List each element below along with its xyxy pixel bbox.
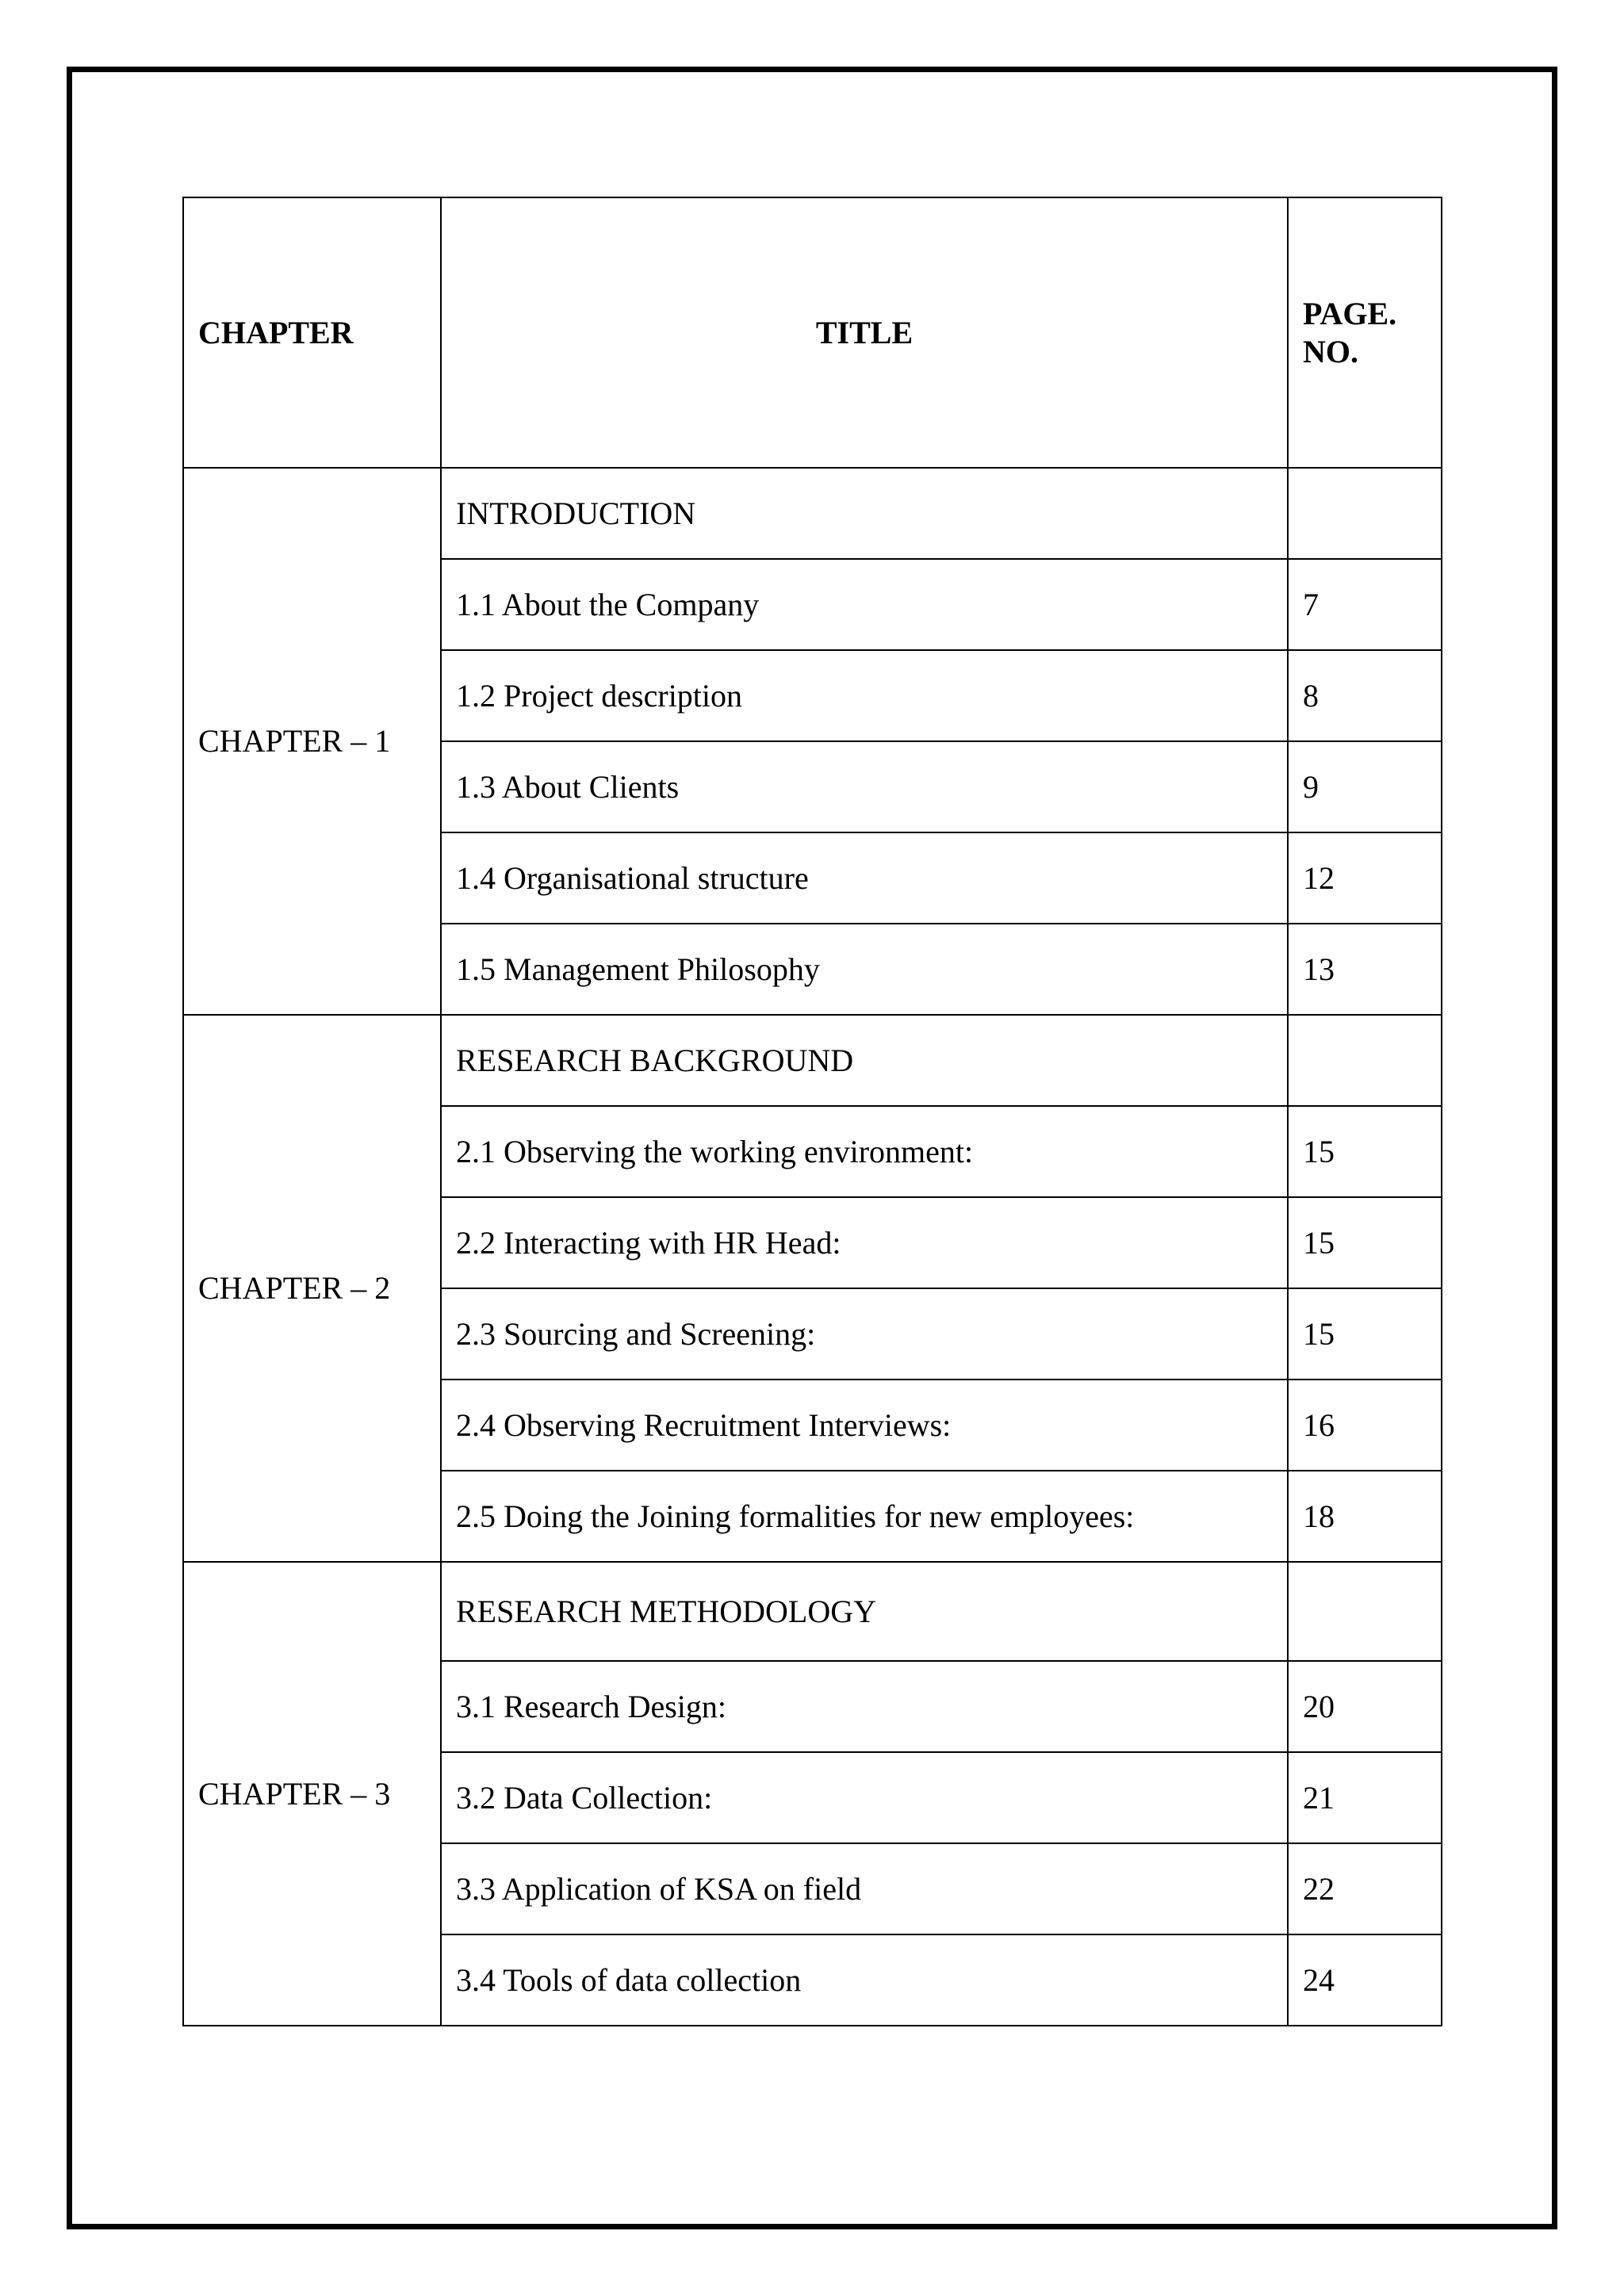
section-title: 1.5 Management Philosophy <box>441 924 1288 1015</box>
section-title: 3.3 Application of KSA on field <box>441 1843 1288 1934</box>
section-title: 2.2 Interacting with HR Head: <box>441 1197 1288 1288</box>
section-title: 2.1 Observing the working environment: <box>441 1106 1288 1197</box>
page-number: 15 <box>1288 1197 1442 1288</box>
section-title: 3.4 Tools of data collection <box>441 1934 1288 2026</box>
section-title: 2.3 Sourcing and Screening: <box>441 1288 1288 1380</box>
page-number: 15 <box>1288 1106 1442 1197</box>
page-number: 18 <box>1288 1471 1442 1562</box>
page-no-header-line2: NO. <box>1303 333 1358 369</box>
section-title: 3.1 Research Design: <box>441 1661 1288 1752</box>
chapter-label: CHAPTER – 1 <box>183 468 441 1015</box>
chapter-heading: RESEARCH METHODOLOGY <box>441 1562 1288 1661</box>
table-of-contents <box>182 197 1442 2026</box>
page-number: 21 <box>1288 1752 1442 1843</box>
section-title: 2.5 Doing the Joining formalities for new employees: <box>441 1471 1288 1562</box>
chapter-row <box>183 1562 1442 1661</box>
section-title: 1.1 About the Company <box>441 559 1288 650</box>
section-title: 1.4 Organisational structure <box>441 832 1288 924</box>
page-number-empty <box>1288 468 1442 559</box>
page-number: 8 <box>1288 650 1442 741</box>
chapter-heading: INTRODUCTION <box>441 468 1288 559</box>
page-number: 22 <box>1288 1843 1442 1934</box>
page-number-empty <box>1288 1015 1442 1106</box>
chapter-heading: RESEARCH BACKGROUND <box>441 1015 1288 1106</box>
page-no-header-line1: PAGE. <box>1303 295 1397 331</box>
section-title: 3.2 Data Collection: <box>441 1752 1288 1843</box>
chapter-label: CHAPTER – 2 <box>183 1015 441 1562</box>
section-title: 1.3 About Clients <box>441 741 1288 832</box>
chapter-row <box>183 1015 1442 1106</box>
page-number: 7 <box>1288 559 1442 650</box>
page-number: 13 <box>1288 924 1442 1015</box>
page-no-column-header <box>1288 197 1442 468</box>
chapter-label: CHAPTER – 3 <box>183 1562 441 2026</box>
header-row <box>183 197 1442 468</box>
page-number: 15 <box>1288 1288 1442 1380</box>
page-number: 12 <box>1288 832 1442 924</box>
page-number: 20 <box>1288 1661 1442 1752</box>
title-column-header: TITLE <box>441 197 1288 468</box>
section-title: 2.4 Observing Recruitment Interviews: <box>441 1380 1288 1471</box>
chapter-column-header: CHAPTER <box>183 197 441 468</box>
page-number: 24 <box>1288 1934 1442 2026</box>
page-number: 16 <box>1288 1380 1442 1471</box>
page-number: 9 <box>1288 741 1442 832</box>
page-number-empty <box>1288 1562 1442 1661</box>
chapter-row <box>183 468 1442 559</box>
section-title: 1.2 Project description <box>441 650 1288 741</box>
